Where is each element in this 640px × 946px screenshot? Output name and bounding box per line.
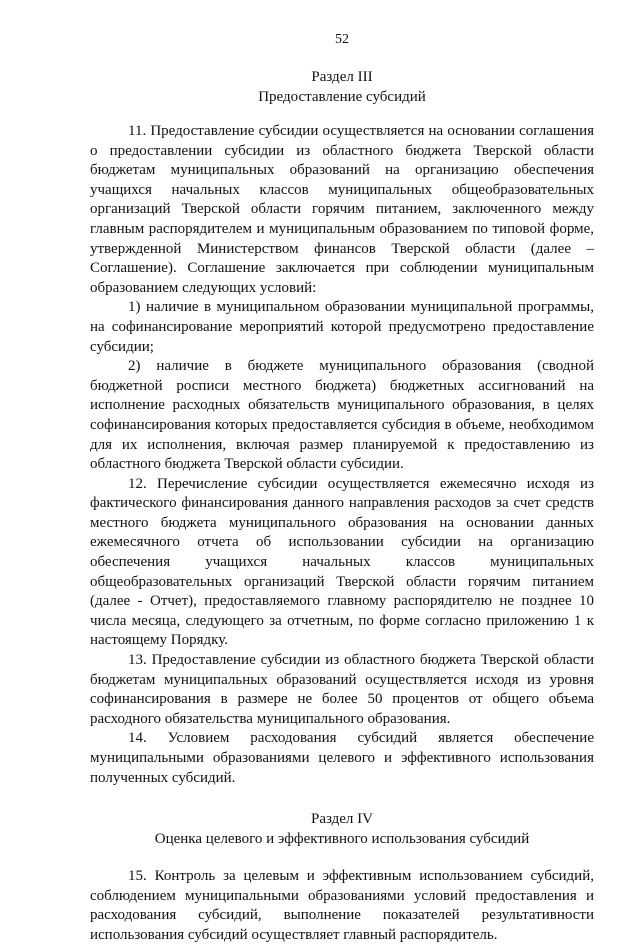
section-3-body xyxy=(90,122,594,788)
paragraph-11-condition-2: 2) наличие в бюджете муниципального образования (сводной бюджетной росписи местного бюджета) бюджетных ассигнований на исполнение расходных обязательств муниципального образования, в целях софинансирования которых предоставляется субсидия в объеме, необходимом для их исполнения, включая размер планируемой к предоставлению из областного бюджета Тверской области субсидии. xyxy=(90,358,594,473)
section-3-title: Раздел III xyxy=(311,69,373,85)
page-number: 52 xyxy=(335,32,349,47)
paragraph-11: 11. Предоставление субсидии осуществляется на основании соглашения о предоставлении субсидии из областного бюджета Тверской области бюджетам муниципальных образований на организацию обеспечения учащихся начальных классов муниципальных общеобразовательных организаций Тверской области горячим питанием, заключенного между главным распорядителем и муниципальным образованием по типовой форме, утвержденной Министерством финансов Тверской области (далее – Соглашение). Соглашение заключается при соблюдении муниципальным образованием следующих условий: xyxy=(90,123,594,296)
paragraph-15: 15. Контроль за целевым и эффективным использованием субсидий, соблюдением муниципальными образованиями условий предоставления и расходования субсидий, выполнение показателей результативности использования субсидий осуществляет главный распорядитель. xyxy=(90,868,594,943)
section-4-subtitle: Оценка целевого и эффективного использования субсидий xyxy=(154,830,530,847)
section-4-title: Раздел IV xyxy=(310,811,373,828)
section-4-body xyxy=(90,867,594,945)
paragraph-11-condition-1: 1) наличие в муниципальном образовании муниципальной программы, на софинансирование мероприятий которой предусмотрено предоставление субсидии; xyxy=(90,299,594,355)
paragraph-13: 13. Предоставление субсидии из областного бюджета Тверской области бюджетам муниципальных образований осуществляется исходя из уровня софинансирования в размере не более 50 процентов от общего объема расходного обязательства муниципального образования. xyxy=(90,652,594,727)
paragraph-14: 14. Условием расходования субсидий является обеспечение муниципальными образованиями целевого и эффективного использования полученных субсидий. xyxy=(90,730,594,786)
section-3-subtitle: Предоставление субсидий xyxy=(258,88,426,105)
document-page xyxy=(90,30,594,946)
paragraph-12: 12. Перечисление субсидии осуществляется ежемесячно исходя из фактического финансирования данного направления расходов за счет средств местного бюджета муниципального образования на основании данных ежемесячного отчета об использовании субсидии на организацию обеспечения учащихся начальных классов муниципальных общеобразовательных организаций Тверской области горячим питанием (далее - Отчет), предоставляемого главному распорядителю не позднее 10 числа месяца, следующего за отчетным, по форме согласно приложению 1 к настоящему Порядку. xyxy=(90,475,594,649)
